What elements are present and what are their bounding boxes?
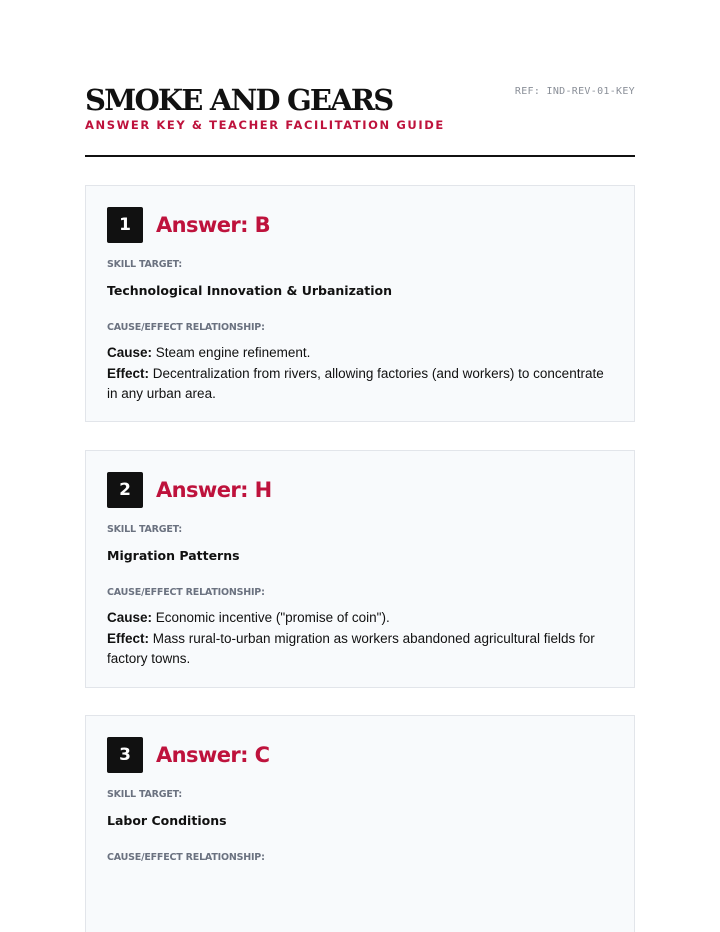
cause-label: Cause: bbox=[107, 345, 153, 360]
question-number-badge: 3 bbox=[107, 737, 143, 773]
reference-code: REF: IND-REV-01-KEY bbox=[514, 86, 635, 97]
answer-key-page bbox=[85, 0, 635, 863]
cause-effect-text bbox=[107, 608, 613, 670]
question-card-1 bbox=[85, 185, 635, 422]
question-card-2 bbox=[85, 450, 635, 688]
question-header bbox=[107, 737, 613, 773]
cause-label: Cause: bbox=[107, 610, 153, 625]
answer-heading: Answer: B bbox=[156, 213, 271, 237]
answer-heading: Answer: H bbox=[156, 478, 272, 502]
skill-target-label: SKILL TARGET: bbox=[107, 524, 183, 535]
effect-label: Effect: bbox=[107, 630, 150, 646]
question-card-3 bbox=[85, 715, 635, 932]
effect-text: Decentralization from rivers, allowing factories (and workers) to concentrate in any urban area. bbox=[107, 365, 604, 401]
cause-effect-label: CAUSE/EFFECT RELATIONSHIP: bbox=[107, 587, 265, 598]
cause-text: Steam engine refinement. bbox=[155, 345, 311, 360]
effect-line bbox=[107, 364, 613, 405]
cause-line bbox=[107, 343, 613, 364]
skill-target-label: SKILL TARGET: bbox=[107, 789, 183, 800]
question-header bbox=[107, 472, 613, 508]
cause-effect-text bbox=[107, 343, 613, 405]
cause-text: Economic incentive ("promise of coin"). bbox=[155, 610, 390, 625]
skill-target-label: SKILL TARGET: bbox=[107, 259, 183, 270]
skill-target-value: Technological Innovation & Urbanization bbox=[107, 283, 393, 298]
effect-text: Mass rural-to-urban migration as workers abandoned agricultural fields for factory towns. bbox=[107, 630, 595, 666]
question-number-badge: 1 bbox=[107, 207, 143, 243]
effect-line bbox=[107, 629, 613, 670]
question-number-badge: 2 bbox=[107, 472, 143, 508]
cause-effect-label: CAUSE/EFFECT RELATIONSHIP: bbox=[107, 852, 265, 863]
cause-line bbox=[107, 608, 613, 629]
answer-heading: Answer: C bbox=[156, 743, 270, 767]
document-title: SMOKE AND GEARS bbox=[85, 83, 393, 117]
skill-target-value: Migration Patterns bbox=[107, 548, 240, 563]
document-subtitle: ANSWER KEY & TEACHER FACILITATION GUIDE bbox=[85, 118, 445, 132]
skill-target-value: Labor Conditions bbox=[107, 813, 227, 828]
effect-label: Effect: bbox=[107, 365, 150, 381]
cause-effect-label: CAUSE/EFFECT RELATIONSHIP: bbox=[107, 322, 265, 333]
page-header bbox=[85, 0, 635, 157]
question-header bbox=[107, 207, 613, 243]
